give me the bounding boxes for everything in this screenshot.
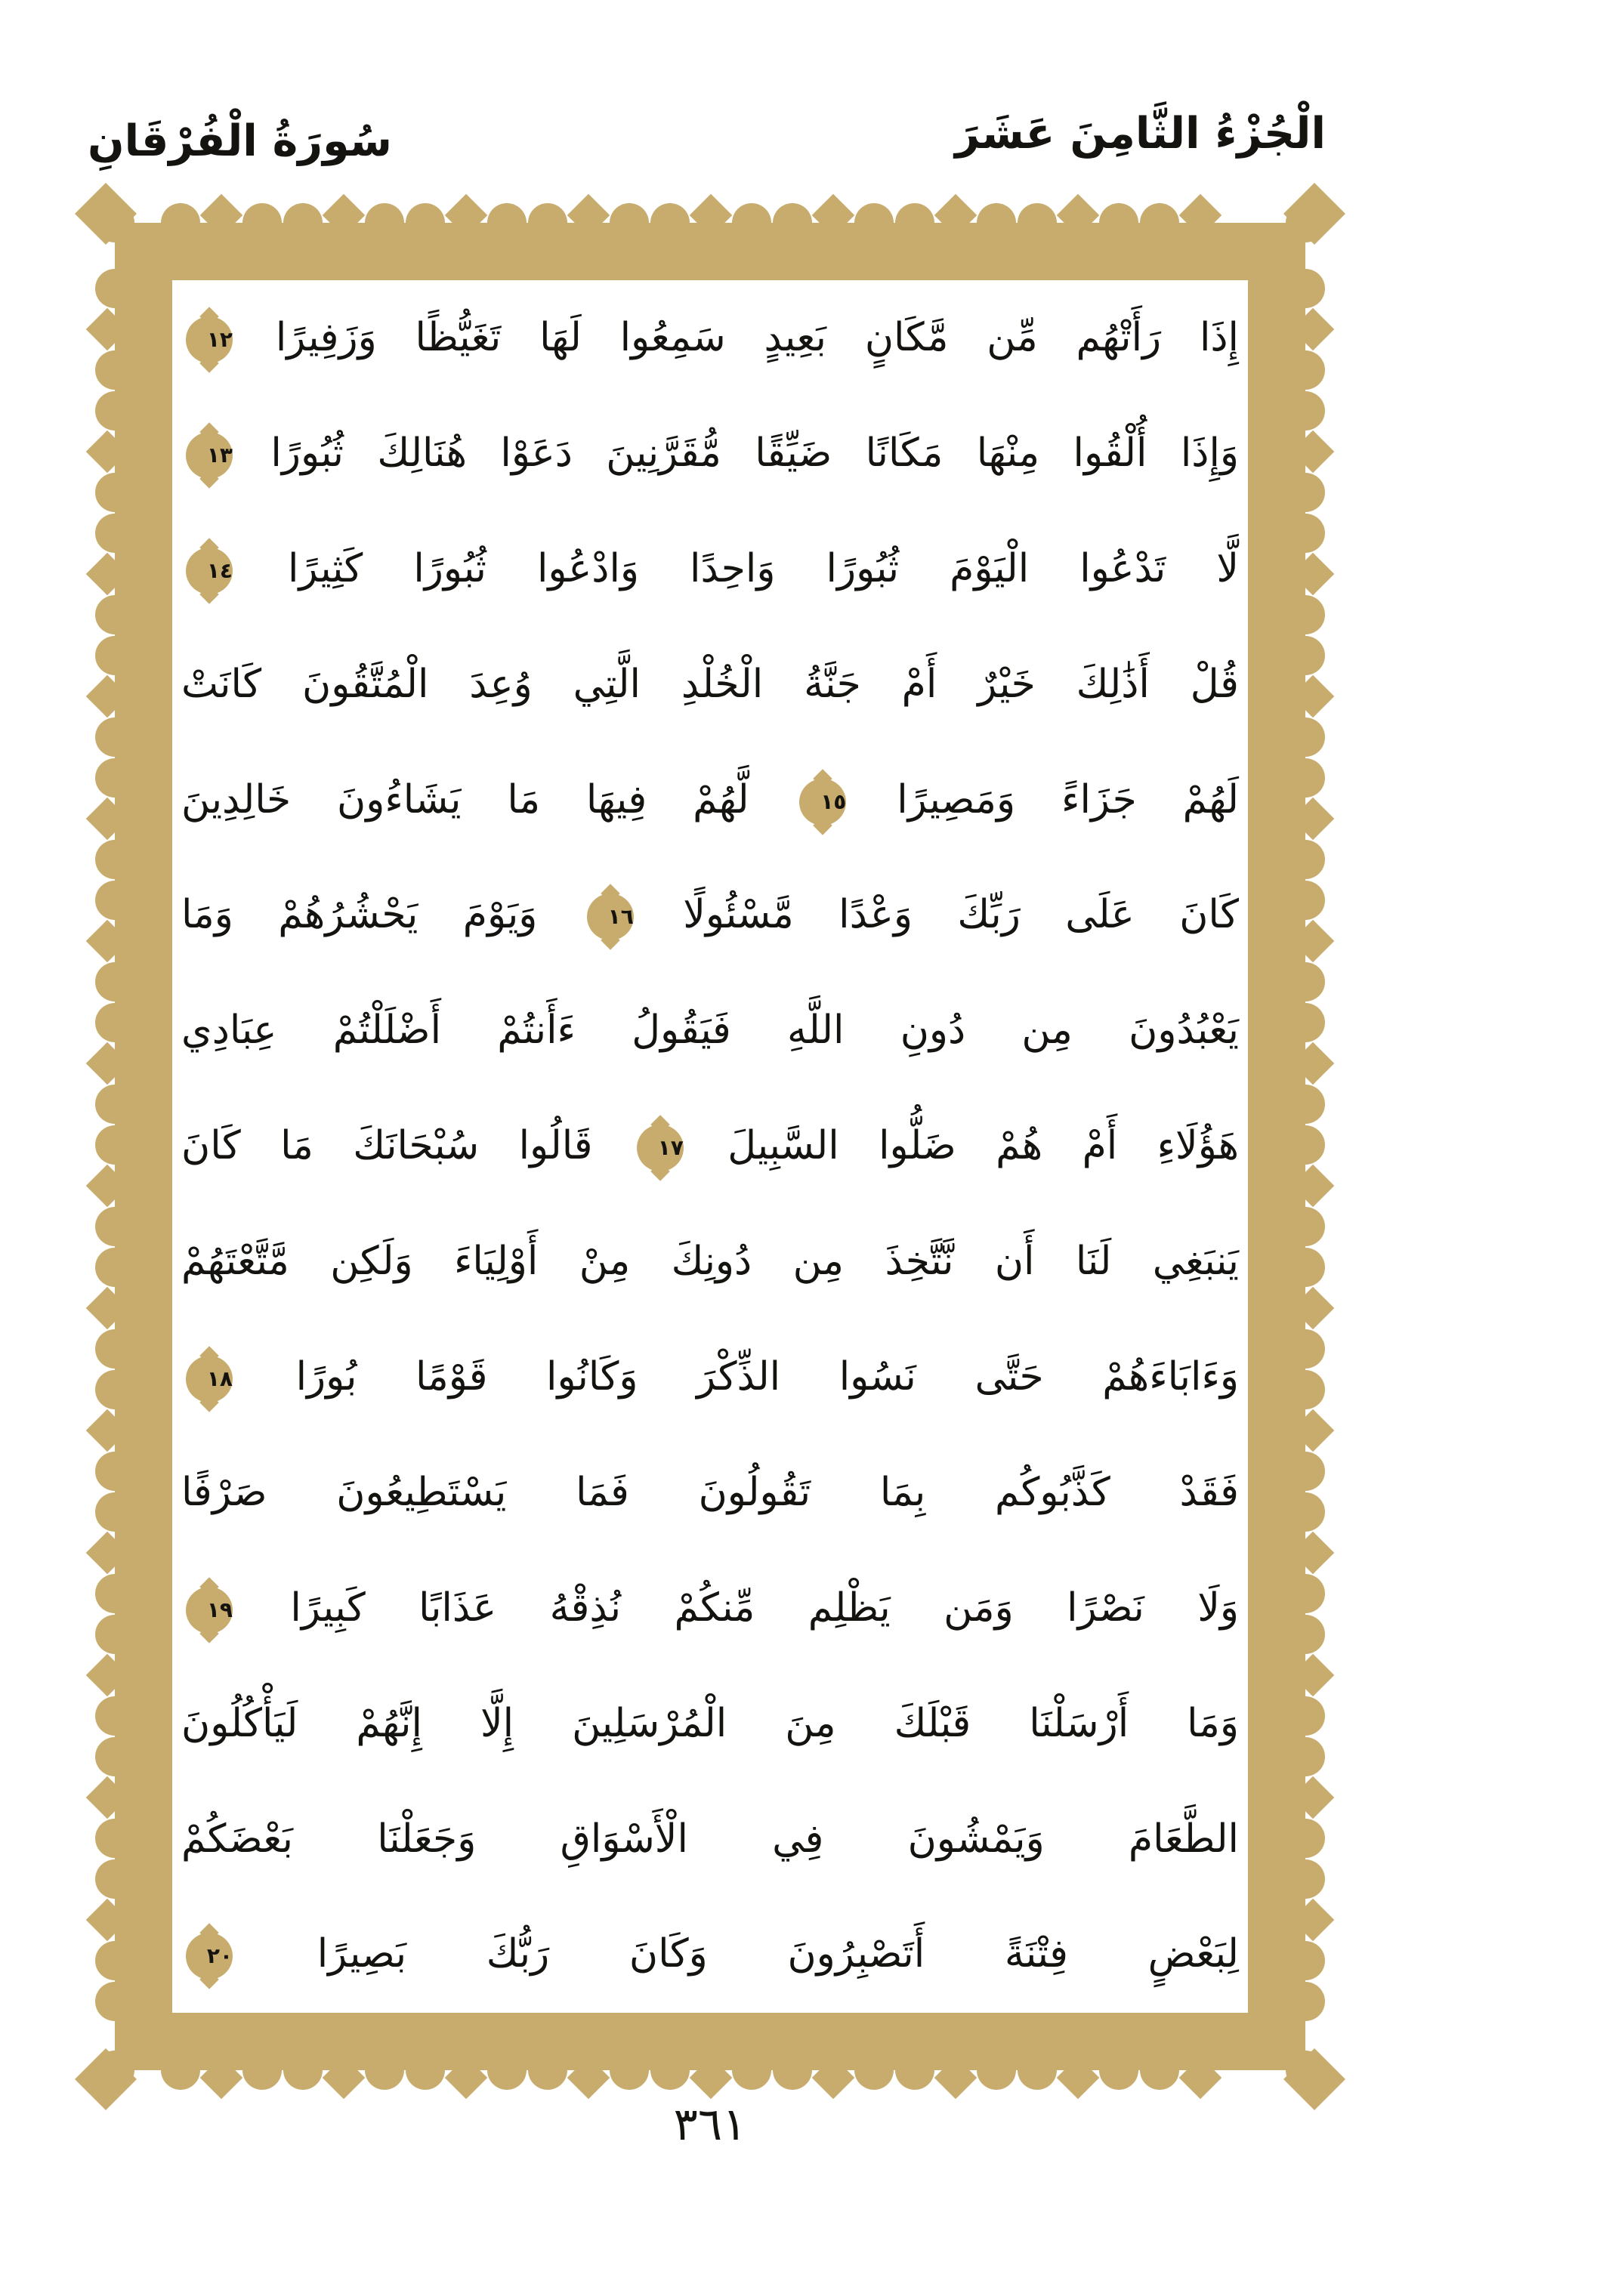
border-scallop xyxy=(650,2051,690,2090)
border-scallop xyxy=(1286,1696,1325,1736)
border-scallop xyxy=(528,2051,567,2090)
border-scallop xyxy=(1286,1003,1325,1042)
border-scallop xyxy=(95,514,134,553)
surah-header: سُورَةُ الْفُرْقَانِ xyxy=(88,116,392,166)
verse-text: لَّا تَدْعُوا الْيَوْمَ ثُبُورًا وَاحِدًا وَادْعُوا ثُبُورًا كَثِيرًا xyxy=(288,545,1239,591)
quran-line xyxy=(181,627,1239,742)
border-scallop xyxy=(732,203,771,242)
border-scallop xyxy=(242,203,282,242)
border-scallop xyxy=(610,2051,649,2090)
border-scallop xyxy=(95,1003,134,1042)
border-scallop xyxy=(161,2051,200,2090)
border-scallop xyxy=(1140,2051,1179,2090)
border-scallop xyxy=(1286,2051,1325,2090)
border-scallop xyxy=(95,758,134,798)
border-scallop xyxy=(650,203,690,242)
border-scallop xyxy=(1286,1941,1325,1980)
verse-text: يَعْبُدُونَ مِن دُونِ اللَّهِ فَيَقُولُ ءَأَنتُمْ أَضْلَلْتُمْ عِبَادِي xyxy=(181,1008,1239,1054)
ayah-number: ١٤ xyxy=(206,557,233,583)
ayah-number: ١٣ xyxy=(206,442,233,468)
verse-text: وَمَا أَرْسَلْنَا قَبْلَكَ مِنَ الْمُرْسَلِينَ إِلَّا إِنَّهُمْ لَيَأْكُلُونَ xyxy=(181,1700,1239,1746)
border-scallop xyxy=(406,203,445,242)
border-scallop xyxy=(854,2051,894,2090)
border-scallop xyxy=(95,636,134,675)
border-scallop xyxy=(1286,1492,1325,1532)
verse-text: لِبَعْضٍ فِتْنَةً أَتَصْبِرُونَ وَكَانَ رَبُّكَ بَصِيرًا xyxy=(317,1931,1240,1977)
border-scallop xyxy=(365,2051,404,2090)
border-scallop xyxy=(95,1492,134,1532)
border-scallop xyxy=(1286,391,1325,430)
border-scallop xyxy=(895,2051,934,2090)
quran-line xyxy=(181,1435,1239,1551)
border-scallop xyxy=(95,391,134,430)
ayah-number: ٢٠ xyxy=(206,1943,233,1969)
border-scallop xyxy=(283,2051,323,2090)
border-scallop xyxy=(95,1207,134,1246)
border-scallop xyxy=(95,203,134,242)
ayah-number: ١٢ xyxy=(206,327,233,352)
verse-text: وَءَابَاءَهُمْ حَتَّى نَسُوا الذِّكْرَ وَكَانُوا قَوْمًا بُورًا xyxy=(295,1354,1240,1400)
border-scallop xyxy=(95,1085,134,1124)
quran-line xyxy=(181,511,1239,627)
border-scallop xyxy=(1286,718,1325,757)
border-scallop xyxy=(365,203,404,242)
border-scallop xyxy=(1018,203,1057,242)
verse-text: وَلَا نَصْرًا وَمَن يَظْلِم مِّنكُمْ نُذِقْهُ عَذَابًا كَبِيرًا xyxy=(290,1585,1240,1631)
border-scallop xyxy=(1286,1207,1325,1246)
verse-text: لَهُمْ جَزَاءً وَمَصِيرًا xyxy=(897,776,1239,822)
border-scallop xyxy=(95,1859,134,1899)
verse-text: وَيَوْمَ يَحْشُرُهُمْ وَمَا xyxy=(181,892,538,938)
quran-line xyxy=(181,280,1239,396)
border-scallop xyxy=(1286,473,1325,512)
border-scallop xyxy=(95,1696,134,1736)
border-scallop xyxy=(95,1370,134,1409)
verse-text: فَقَدْ كَذَّبُوكُم بِمَا تَقُولُونَ فَمَا يَسْتَطِيعُونَ صَرْفًا xyxy=(181,1469,1239,1515)
ayah-number: ١٨ xyxy=(206,1366,233,1392)
border-scallop xyxy=(977,2051,1016,2090)
border-scallop xyxy=(1286,1819,1325,1858)
border-scallop xyxy=(1286,1329,1325,1369)
ayah-marker xyxy=(186,1356,233,1403)
border-scallop xyxy=(773,2051,812,2090)
verse-text: لَّهُمْ فِيهَا مَا يَشَاءُونَ خَالِدِينَ xyxy=(181,776,749,822)
border-scallop xyxy=(1286,1859,1325,1899)
border-scallop xyxy=(95,1329,134,1369)
border-scallop xyxy=(406,2051,445,2090)
border-scallop xyxy=(1286,1452,1325,1491)
quran-line xyxy=(181,1896,1239,2012)
border-scallop xyxy=(977,203,1016,242)
border-scallop xyxy=(161,203,200,242)
ornamental-border xyxy=(91,199,1330,2094)
border-scallop xyxy=(487,2051,527,2090)
border-scallop xyxy=(895,203,934,242)
ayah-marker xyxy=(637,1125,684,1171)
border-scallop xyxy=(1286,881,1325,920)
verse-text: هَؤُلَاءِ أَمْ هُمْ ضَلُّوا السَّبِيلَ xyxy=(727,1123,1240,1169)
border-scallop xyxy=(95,1941,134,1980)
border-scallop xyxy=(95,840,134,879)
verse-text: إِذَا رَأَتْهُم مِّن مَّكَانٍ بَعِيدٍ سَمِعُوا لَهَا تَغَيُّظًا وَزَفِيرًا xyxy=(275,315,1239,360)
quran-text-block xyxy=(172,280,1248,2013)
border-scallop xyxy=(95,1819,134,1858)
border-scallop xyxy=(1099,2051,1138,2090)
border-scallop xyxy=(773,203,812,242)
border-scallop xyxy=(487,203,527,242)
border-scallop xyxy=(1286,1737,1325,1776)
verse-text: قَالُوا سُبْحَانَكَ مَا كَانَ xyxy=(181,1123,593,1169)
quran-line xyxy=(181,1319,1239,1435)
border-scallop xyxy=(95,350,134,390)
border-scallop xyxy=(1286,514,1325,553)
border-scallop xyxy=(95,1452,134,1491)
border-scallop xyxy=(1018,2051,1057,2090)
juz-header: الْجُزْءُ الثَّامِنَ عَشَرَ xyxy=(955,109,1326,159)
border-scallop xyxy=(1286,1248,1325,1287)
verse-text: كَانَ عَلَى رَبِّكَ وَعْدًا مَّسْئُولًا xyxy=(683,892,1240,938)
border-scallop xyxy=(1286,758,1325,798)
border-scallop xyxy=(1099,203,1138,242)
border-scallop xyxy=(1286,1125,1325,1165)
ayah-number: ١٦ xyxy=(607,904,634,930)
border-scallop xyxy=(1286,1370,1325,1409)
ayah-marker xyxy=(186,548,233,594)
border-scallop xyxy=(95,718,134,757)
border-scallop xyxy=(1286,1574,1325,1613)
border-scallop xyxy=(95,1982,134,2021)
border-scallop xyxy=(1286,1982,1325,2021)
border-scallop xyxy=(1286,595,1325,634)
page-number: ٣٦١ xyxy=(673,2098,747,2151)
ayah-marker xyxy=(186,316,233,363)
ayah-marker xyxy=(587,893,634,940)
ayah-number: ١٩ xyxy=(206,1597,233,1622)
border-scallop xyxy=(242,2051,282,2090)
border-scallop xyxy=(610,203,649,242)
quran-line xyxy=(181,1782,1239,1897)
border-scallop xyxy=(95,473,134,512)
border-scallop xyxy=(1286,840,1325,879)
border-scallop xyxy=(1286,962,1325,1001)
border-scallop xyxy=(95,2051,134,2090)
quran-line xyxy=(181,1204,1239,1319)
border-scallop xyxy=(95,1248,134,1287)
quran-line xyxy=(181,857,1239,973)
border-scallop xyxy=(95,1574,134,1613)
border-scallop xyxy=(283,203,323,242)
border-scallop xyxy=(1286,350,1325,390)
border-scallop xyxy=(95,1125,134,1165)
border-scallop xyxy=(95,595,134,634)
quran-line xyxy=(181,396,1239,511)
border-scallop xyxy=(95,269,134,308)
verse-text: يَنبَغِي لَنَا أَن نَّتَّخِذَ مِن دُونِكَ مِنْ أَوْلِيَاءَ وَلَكِن مَّتَّعْتَهُمْ xyxy=(181,1239,1239,1285)
quran-line xyxy=(181,1088,1239,1204)
quran-line xyxy=(181,973,1239,1088)
border-scallop xyxy=(732,2051,771,2090)
quran-line xyxy=(181,1551,1239,1666)
ayah-marker xyxy=(186,1933,233,1980)
border-scallop xyxy=(528,203,567,242)
border-scallop xyxy=(1286,636,1325,675)
quran-line xyxy=(181,1666,1239,1782)
border-scallop xyxy=(1286,1615,1325,1654)
border-scallop xyxy=(1140,203,1179,242)
ayah-number: ١٧ xyxy=(657,1135,684,1161)
ayah-marker xyxy=(799,779,846,826)
border-scallop xyxy=(95,1615,134,1654)
verse-text: قُلْ أَذَٰلِكَ خَيْرٌ أَمْ جَنَّةُ الْخُلْدِ الَّتِي وُعِدَ الْمُتَّقُونَ كَانَتْ xyxy=(181,661,1239,707)
quran-line xyxy=(181,742,1239,858)
border-scallop xyxy=(1286,1085,1325,1124)
border-scallop xyxy=(854,203,894,242)
ayah-number: ١٥ xyxy=(820,788,847,814)
verse-text: الطَّعَامَ وَيَمْشُونَ فِي الْأَسْوَاقِ وَجَعَلْنَا بَعْضَكُمْ xyxy=(181,1816,1239,1862)
border-scallop xyxy=(1286,203,1325,242)
ayah-marker xyxy=(186,1587,233,1634)
border-scallop xyxy=(95,962,134,1001)
ayah-marker xyxy=(186,432,233,479)
border-scallop xyxy=(95,881,134,920)
border-scallop xyxy=(1286,269,1325,308)
border-scallop xyxy=(95,1737,134,1776)
verse-text: وَإِذَا أُلْقُوا مِنْهَا مَكَانًا ضَيِّقًا مُّقَرَّنِينَ دَعَوْا هُنَالِكَ ثُبُورًا xyxy=(270,430,1240,476)
